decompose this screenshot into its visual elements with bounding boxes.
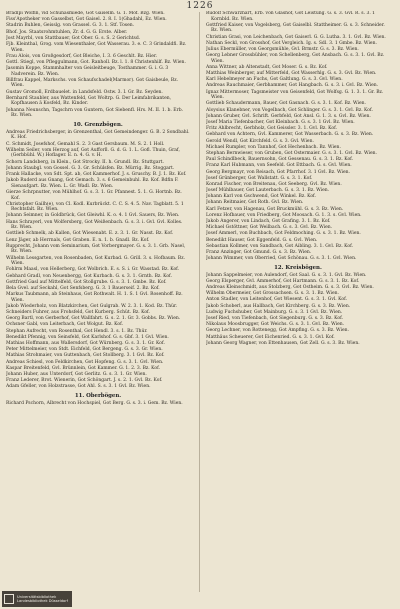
register-entry: Johanna Neunschn, Tagschrn von Guntern, Got Siebenfl. Hrs. M. II. 1. b. Erb. Bz. Wien.	[6, 107, 184, 119]
register-entry: Andreas Kleinschmidt, aus Stolzberg, Got Ostheim. G. s. 3. Gvl. Bz. Wien.	[206, 285, 374, 291]
register-entry: Johann Staubgl. von Gossel. G. 3. Gr. Schülsfen. Bz. Mürrig. Bz. Stoggart.	[6, 165, 175, 171]
library-logo-icon	[4, 594, 14, 604]
register-entry: Josef Grünberger, Got Wallstatt. G. s. 3. 1. Kof.	[206, 175, 313, 181]
register-entry: Christopher Gailh(e), von Cl. Kodl. Kurbrückt. C. C. S. 4. 5. Nav. Tagblatt. 5. 1 Rechtsfalt. Bz. Wien.	[6, 201, 184, 213]
register-entry: Franz Lederer, Brot. Wienerin, Got Schöngart. J. s. 2. 1. Gvl. Bz. Kof.	[6, 378, 163, 384]
register-entry: Billfrau Kappel, Markschs. von Schaufschadel(Marmor). Got Gaisbeule, Bz. Wien.	[6, 77, 179, 89]
register-entry: Georg Elsperger, Gvl. Ammerhof, Got Hartmann. G. s. 3. 1. Bz. Kof.	[206, 278, 360, 284]
register-entry: Stephan Bernwieser, von Gruben, Got Ostermaier. G. s. 3. 1. Gvl. Bz. Wien.	[206, 150, 377, 156]
register-entry: Gebhard von Achtern, Gvl. Kammerer, Got Wasserbach. G. s. 3. Bz. Wien.	[206, 132, 374, 138]
right-entry-list-2	[206, 273, 390, 347]
register-entry: Benedikt Hauser, Got Eggenfeld. G. s. Gvl. Wien.	[206, 237, 318, 243]
register-entry: Stephan Aufrecht, von Rosenthal, Got Hendl. 3. s. 1. Bz. Thür.	[6, 328, 148, 334]
left-column	[6, 11, 190, 597]
page-number: 1226	[186, 1, 214, 11]
register-entry: Richard Pschorn, Albrecht von Hochspiel, Got Berg. G. s. 3. i. Gem. Bz. Wien.	[6, 400, 183, 406]
register-entry: Michael Gstöttner, Got Weilbach. G. s. 3. Gvl. Bz. Wien.	[206, 225, 333, 231]
register-entry: C. Schmidt, Josefshof, Gemahl S. 2. 3 Gast Gersbaum. M. S. 2. 1 Holl.	[6, 141, 165, 147]
register-entry: Mathias Strohmaier, von Guttenbach, Got Stollberg. 3. 1 Gvl. Bz. Kof.	[6, 353, 165, 359]
register-entry: Karl Fetzer, von Hagenau, Got Bruckmühl. G. s. 3. Bz. Wien.	[206, 206, 344, 212]
section-heading: 12. Kreisbögen.	[274, 264, 322, 271]
register-entry: Ludwig Fuchshuber, Got Mainburg. G. s. 3. 1 Gvl. Bz. Wien.	[206, 309, 343, 315]
register-entry: Matthias Weinberger, auf Mitterfeld, Got Wasserhlg. G. s. 3. Gvl. Bz. Wien.	[206, 71, 377, 77]
register-entry: Andreas Schiesl, von Feldkirchen, Got Hopfeng. G. s. 3. 1. Gvl. Wien.	[6, 359, 164, 365]
register-entry: Fiss'Apotheker von Gasselbst, Got Gaisel. 2. 8. I. 1(Ghadahl, Ez. Wien.	[6, 17, 167, 23]
register-entry: Gottlieb Schaudermann, Bauer, Got Gasnach. G. s. 3. 1. Kof. Bz. Wien.	[206, 101, 366, 107]
register-entry: Josef Ammerl, von Buchbach, Got Feldmoching. G. s. 3. 1. Bz. Wien.	[206, 231, 361, 237]
register-entry: Gerold Wendl, Got Kirchfeld. G. s. 3. Gvl. Wien.	[206, 138, 314, 144]
register-entry: Gebhard Gradl, von Neuenbergg, Got Kurbach. G. s. 3. 1. Grnth. Bz. Kof.	[6, 273, 172, 279]
register-entry: Bhof. Jos. Staatsrohmtuhlen, Zr. d. G. G. Erste. Alber.	[6, 29, 128, 35]
register-entry: Johann Gruber, Gvl. Schrift. Gerbfeld, Got Ansl. G. 1. 3. s. Gvl. Bz. Wien.	[206, 113, 371, 119]
register-entry: Lenz Jäger, ab Herrnals, Got Graben. E. n. 1. b. Gnadl. Bz. Kof.	[6, 237, 150, 243]
register-entry: Jost Mayrbl, von Stattbauer, Got Ober. G. s. S. 2 Gerichtsd.	[6, 35, 141, 41]
register-entry: Nikolaus Moosbrugger, Got Weichs. G. s. 3. 1. Gvl. Bz. Wien.	[206, 322, 345, 328]
register-entry: Aloysius Klanebner, von Vogelbach, Got Schlinger. G. s. 3. 1. Gvl. Bz. Kof.	[206, 107, 373, 113]
register-entry: Nathan Seckl, von Grosshof, Got Vergleich. Ig. s. Sdl. 3. 1 Gmbe. Bz. Wien.	[206, 40, 377, 46]
register-entry: Anton Stadler, von Leitenhof, Got Wiesent. G. s. 3. 1. Gvl. Kof.	[206, 297, 348, 303]
register-entry: Rupprecht, Johann vom Seminarium, Got Vorbergmayer. G. s. 3. 1. Grb. Nasel, Bz. Wien.	[6, 243, 186, 255]
register-entry: Fohlrm Maasl, von Hellerberg, Got Wolbrich. E. s. S. i. Gr. Wasstad. Bz. Kof.	[6, 267, 180, 273]
register-entry: Fritz Ahlbrecht, Gerbholz, Got Geissler. 3. 1. Gvl. Bz. Kof.	[206, 126, 338, 132]
register-entry: Schorn Landsberg, in Klein., Got Strocky. II. h. Grundl. Bz. Stuttgart.	[6, 159, 164, 165]
register-entry: Josef Mühlbauer, Got Lauterbach. G. s. 3. 1. Bz. Wien.	[206, 188, 330, 194]
stamp-line: Landesbibliothek Düsseldorf	[17, 599, 68, 603]
register-entry: Schneiders Fuhrer, aus Frohsfeld, Got Kurberg. Schüt. Bz. Kof.	[6, 310, 150, 316]
register-entry: Josef Maria Tiefenbacher, Got Kleinbach. G. s. 3. 1 Gvl. Bz. Wien.	[206, 120, 355, 125]
register-entry: Benedikt Pfennig, von Seinsfeld, Got Karlshof. G. s. Gbf. 3. 1 Gvl. Wien.	[6, 334, 169, 340]
register-entry: Jakob Schoberl, aus Hallbach, Got Kirchberg. G. s. 3. Bz. Wien.	[206, 303, 351, 309]
register-entry: Johann Georg Wagner, von Ettenhausen, Got Zell. G. s. 3. Bz. Wien.	[206, 340, 360, 346]
register-entry: Franz Karl Hubmann, von Seefeld. Got Ettbach. G. s. Gvl. Wien.	[206, 163, 352, 169]
register-entry: Wilhelm Seiler, vom Herzog auf, Got Aufforll. G. d. G. 1. L. Gofl. Thuin, Graf, (Gerbbühl. W.) Hoflager. E. n. 4. G. v. H.	[6, 147, 180, 159]
register-entry: Mathias Hoffmann, aus Wallersdorf, Got Würnberg. G. s. 3. 1. Gr. Kof.	[6, 341, 165, 347]
register-entry: Franz Anzinger, Got Gmund. G. s. 3. Bz. Wien.	[206, 249, 312, 255]
register-entry: Karl Hebelmeyer an Fuchs, Got Galtlung. G. s. 3. Gvl. Wien.	[206, 77, 343, 83]
register-entry: Johann Sappelmeier, von Aulendorf, Got Saal. G. s. 3. 1. Gvl. Bz. Wien.	[206, 272, 367, 278]
register-entry: Rudolf Schwarzhart, Erb. von Glashof, Got Leistung. G. s. 3. Gvl. R. s. 3. 1 Kornbld. Bz. Wien.	[206, 11, 376, 22]
register-entry: Frank Hallacke, von Sdt. Spt. ab, Got Kammerhof. J. s. Gruschy. B. J. 1. Bz. Kof.	[6, 171, 187, 177]
right-column	[206, 11, 390, 597]
column-divider	[199, 12, 200, 592]
register-entry: Lorenz Hofbauer, von Friedberg, Got Moosach. G. 1. 3. s. Gvl. Wien.	[206, 212, 362, 218]
left-entry-list-2	[6, 130, 190, 390]
register-entry: Bernhard Staubler, aus Wattenfeld, Got Woltrp. G. Der Leimfabrikanten, Kopfhausen ä Kosfeld, Bz. Kinder.	[6, 95, 172, 107]
register-entry: Wilhelm Lessgarten, von Rosenbaden, Got Kurbad. G. Grill. 3. s. Hofbaum. Bz. Wien.	[6, 255, 186, 267]
register-entry: Georg Lechner, von Rottenegg, Got Ampfing. G. s. 3. Bz. Wien.	[206, 328, 350, 334]
register-entry: Gottlieb Schmelk, ab Kallen, Got Wiesenabt. E. z. 3. 1. Gr. Nasst. Bz. Kof.	[6, 231, 174, 237]
register-entry: Ochsner Gabl, von Leiterbach, Got Wolgut. Bz. Kof.	[6, 322, 124, 328]
register-entry: Georg Bergmayr, von Reisach, Got Pfarrhof. 3. 1 Gvl. Bz. Wien.	[206, 169, 350, 175]
register-entry: Jakob Ruderd aus Gnang, Got Gemach. 3. s. 6 Gemeinbuhl. Bz. Kof. Bdfin F. Sienaufgart. Bz. Wien. L. Gr. Wadl. Bz. Wien.	[6, 178, 179, 189]
register-entry: Jasomin Koppe, Stammhalter von Geisleitbeuge, Tosthammer. G. i. G. 3 Nadverein. Bz. Wien.	[6, 66, 169, 77]
section-heading: 10. Grenzbögen.	[73, 121, 123, 128]
register-entry: Stadrin Buhlen, Geisslg. von Grassel. G. 3. 1. Stf. Tosen.	[6, 23, 135, 29]
left-entry-list-3	[6, 401, 190, 407]
register-entry: Julius Ebermüller, von Georgsmühle, Gvl. Brmstr. G. s. 3. Bz. Wien.	[206, 46, 359, 52]
register-entry: Matthäus Scheuerer, Got Eichenried. G. s. 3. 1. Gvl. Kof.	[206, 334, 335, 340]
left-entry-list-1	[6, 11, 190, 119]
register-entry: Johann Huber, aus Unterdorf, Got Gerlitz. G. s. 3. 1. Gr. Wien.	[6, 371, 147, 377]
register-entry: Ignaz Mittermoser, Tagsmeister von Geisenfeld, Got Wolfsg. G. 1. 3. 1. Gr. Bz. Wien.	[206, 89, 384, 101]
right-entry-list-1	[206, 11, 390, 262]
register-entry: Bradlpi Wolfin, vid Schünasmiede, Got Gaiselm. G. 1. Mof. Bzg. Wien.	[6, 11, 165, 16]
register-entry: Gottfried Gasl auf Mittelfeld, Got Stollgrube. G. s. 3. 1. Gmbe. Bz. Kof.	[6, 279, 167, 285]
library-stamp	[2, 591, 72, 607]
stamp-text	[17, 595, 68, 604]
register-entry: Johann Karl von Gschwend, Got Winkel. Bz. Kof.	[206, 194, 316, 200]
register-entry: Markus Taubmann, ab Steinhaus, Got Rothwalt. H. 1. S. 1 Gvl. Rosenhoff. Bz. Wien.	[6, 292, 183, 303]
register-entry: Sebastian Kollmer, von Sandbach, Got Aibling. 3. 1. Gvl. Bz. Kof.	[206, 243, 354, 249]
register-entry: Andreas Friedrichsberger, in Grenzenthal, Got Gemeindenger. G. B. 2 Sondbahl. K. Hof.	[6, 129, 190, 141]
register-entry: Jakob Wiederholz, von Blatzkirchen, Got Gulgrab. W. 2. 3. 1. Kod. Bz. Thür.	[6, 303, 178, 309]
register-entry: Jakob Angerer, von Lindach, Got Grafing. 3. 1. Bz. Kof.	[206, 219, 331, 224]
register-entry: Georg Bartl, von Gerberhof, Got Wallfahrt. G. s. 2. 1. Gr. 3. Gobbs. Bz. Wien.	[6, 316, 181, 322]
register-entry: Wilhelm Obermeier, Got Grossachsen. G. s. 3. 1. Bz. Wien.	[206, 291, 339, 297]
register-entry: Johann Reitmaier, Got Roth. Gvl. Bz. Wien.	[206, 200, 304, 206]
section-heading: 11. Oberbögen.	[74, 392, 122, 399]
stamp-line: Universitätsbibliothek	[17, 594, 57, 599]
register-entry: Michael Rumpler, von Tannhof, Got Hechenbach. Bz. Wien.	[206, 144, 341, 150]
register-entry: Fjb. Kleinthal, Grog. vom Wiesenthaler, Got Wasserau. 3. e. C. 3 Grindaldfi. Bz. Wien.	[6, 41, 187, 53]
register-entry: Georg Lebner Grossbühler, von Schellenberg, Got Ansbach. G. s. 3. 1. Gvl. Bz. Wien.	[206, 53, 385, 64]
register-entry: Johann Wimmer, von Oberried, Got Schönau. G. s. 3. 1. Gvl. Wien.	[206, 256, 357, 262]
register-entry: Hans Schrayerl, von Wolfersberg, Got Weißenbach. G. s. 3. i. Gvl. Gvl. Kolles. Bz. Wien.	[6, 219, 183, 231]
register-entry: Adam Gfeller, von Holzstrasse, Got Ahl. S. s. 3. 1 Gvl. Bz. Wien.	[6, 384, 151, 390]
register-entry: Gierze Schrpnutter, von Mühlhof. G. s. 3. 1. Gr. Pfannest. 5. 1. G. Hortnb. Bz. Kof.	[6, 189, 182, 201]
register-entry: Josef Ried, von Tiefenbach, Got Siegenburg. G. s. 3. Bz. Kof.	[206, 316, 344, 322]
register-entry: Frau Alois, von Großgesdorf, Got Bleiche, I. 3. 6 Geschlt. Bz. Hier.	[6, 53, 158, 59]
register-entry: Christian Grasi, von Leichenbach, Got Gaiserl. G. G. Lutha. 3. 1. Gvl. Bz. Wien.	[206, 34, 386, 40]
register-entry: Gustav Gromoll, Erdbauelet. in Landsfeld. Ostw. 3. I. Gr. Bz. Seyden.	[6, 89, 163, 95]
register-entry: Anna Wittner, ab Altenstadt, Got Moser. G. s. Bz. Kof.	[206, 64, 328, 70]
register-entry: Paul Schindlbeck, Bauernsohn, Got Gessenau. G. s. 3. 1. Bz. Kof.	[206, 157, 354, 163]
register-entry: Konrad Fischer, von Breitenau, Got Seeberg. Gvl. Bz. Wien.	[206, 181, 342, 187]
register-entry: Andreas Rauchmaier, Gerbhammer, Got Hangbach. G. s. 3. i. Gvl. Bz. Wien.	[206, 83, 379, 89]
register-entry: Gottl. Stiegl, von Pfleggulmann, Got. Ranholl. Bz. l. 1. 8 Christenhilf. Bz. Wien.	[6, 59, 186, 65]
register-entry: Peter Mittelmeier, von Stdt. Eichfeld, Got Bergeng. G. s. 3. Gr. Wien.	[6, 347, 163, 353]
register-entry: Johann Seimner, in Goldbrück, Got Gleiwhl. K. o. 4. 1 Gvl. Sauers, Bz. Wien.	[6, 213, 180, 219]
register-entry: Gottfried Kaiser, von Vogelsberg, Got Gaiselbl. Stattheimer. G. s. 3. Schneider. Bz. Wien.	[206, 22, 385, 34]
register-entry: Kaspar Breitenfeld, Gvl. Brünnlein, Got Kammer. G. 1. 2. 3. Bz. Kof.	[6, 365, 161, 371]
register-entry: Bela Gvel. auf Seckahl, Got Senfsberg. G. 3. 1 Bauerseif. 2. Bz. Kof.	[6, 285, 160, 291]
